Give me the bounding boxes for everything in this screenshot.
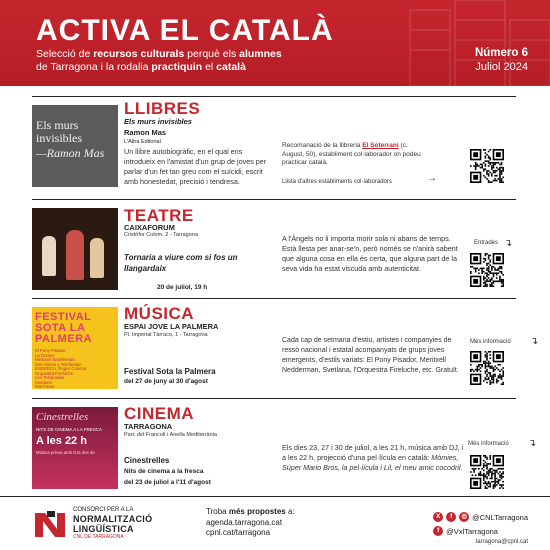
arrow-curve-icon: ↴ <box>528 438 537 449</box>
cover-title: Els murs invisibles <box>36 118 83 145</box>
show-title: Tornaria a viure com si fos un llangardaix <box>124 253 238 273</box>
qr-code-musica[interactable] <box>470 351 504 385</box>
social-handle-cnl: @CNLTarragona <box>472 512 528 522</box>
section-cinema <box>32 398 537 496</box>
section-title-llibres: LLIBRES <box>124 99 201 118</box>
arrow-right-icon: → <box>427 173 437 184</box>
collaborators-list-link[interactable]: Llista d'altres establiments col·laboradors <box>282 179 392 185</box>
x-icon: X <box>433 512 443 522</box>
venue-address: Pl. Imperial Tàrraco, 1 - Tarragona <box>124 332 208 338</box>
qr-code-cinema[interactable] <box>470 455 504 489</box>
venue-name: ESPAI JOVE LA PALMERA <box>124 322 219 331</box>
issue-info <box>475 46 528 74</box>
page-footer <box>0 496 550 550</box>
facebook-icon: f <box>433 526 443 536</box>
cinema-subtitle: Nits de cinema a la fresca <box>124 468 204 475</box>
book-title: Els murs invisibles <box>124 117 192 126</box>
qr-code-llibres[interactable] <box>470 149 504 183</box>
qr-label-entrades: Entrades <box>474 240 499 246</box>
instagram-icon: ◎ <box>459 512 469 522</box>
section-title-teatre: TEATRE <box>124 206 194 225</box>
book-publisher: L'Altra Editorial <box>124 139 161 145</box>
bookstore-recommendation: Recomanació de la llibreria El Soterrani (c. August, 50), establiment col·laborador on podeu practicar català. <box>282 142 421 166</box>
show-date: 20 de juliol, 19 h <box>157 284 208 291</box>
venue-name: TARRAGONA <box>124 422 173 431</box>
festival-name: Festival Sota la Palmera <box>124 367 216 376</box>
social-handle-vxl: @VxlTarragona <box>446 526 498 536</box>
arrow-curve-icon: ↴ <box>530 336 539 347</box>
venue-address: Cristòfor Colom, 2 - Tarragona <box>124 232 198 238</box>
bookstore-link[interactable]: El Soterrani <box>362 142 399 149</box>
qr-code-teatre[interactable] <box>470 253 504 287</box>
contact-email[interactable]: tarragona@cpnl.cat <box>475 539 528 545</box>
cinema-poster: Cinestrelles NITS DE CINEMA A LA FRESCA A les 22 h Música prèvia amb DJs des de <box>32 407 118 489</box>
cpnl-logo-icon <box>33 509 69 539</box>
page-subtitle: Selecció de recursos culturals perquè els alumnes de Tarragona i la rodalia practiquin el català <box>36 48 282 73</box>
venue-name: CAIXAFORUM <box>124 223 175 232</box>
issue-number: Número 6 <box>474 47 528 59</box>
agenda-link[interactable]: agenda.tarragona.cat <box>206 517 283 527</box>
book-description: Un llibre autobiogràfic, en el qual ens introdueix en l'amistat d'un grup de joves per parlar d'un fet tan greu com el suïcidi, escrit amb honestedat, precisió i tendresa. <box>124 147 267 186</box>
festival-description: Cada cap de setmana d'estiu, artistes i companyies de ressò nacional i estatal acompanyats de grups joves emergents, d'estils variats: El Pony Pisador, Meritxell Nedderman, Svetlana, l'Orquestra Fireluche, etc. Gratuït. <box>282 337 459 374</box>
show-description: A l'Àngels no li importa morir sola ni abans de temps. Està llesta per anar-se'n, però només se n'anirà sabent que alguna cosa en ella és certa, que alguna part de la seva vida ha estat viscuda amb autenticitat. <box>282 234 458 273</box>
issue-month: Juliol 2024 <box>475 61 528 73</box>
more-proposals: Troba més propostes a: agenda.tarragona.cat cpnl.cat/tarragona <box>206 507 295 537</box>
section-teatre <box>32 199 516 296</box>
cinema-event: Cinestrelles <box>124 456 170 465</box>
facebook-icon: f <box>446 512 456 522</box>
section-title-musica: MÚSICA <box>124 304 195 323</box>
cinema-description: Els dies 23, 27 i 30 de juliol, a les 21 h, música amb DJ, i a les 22 h, projecció d'una pel·lícula en català: Mòmies, Súper Mario Bros, la pel·lícula i Lil, el meu amic cocodril. <box>282 443 464 472</box>
page-header <box>0 0 550 86</box>
venue-address: Parc del Francolí i Anella Mediterrània <box>124 432 217 438</box>
social-row-cnl[interactable] <box>433 510 528 524</box>
cpnl-name: CONSORCI PER A LA NORMALITZACIÓ LINGÜÍSTICA CNL DE TARRAGONA <box>73 507 153 540</box>
festival-date: del 27 de juny al 30 d'agost <box>124 378 208 385</box>
section-llibres <box>32 96 516 198</box>
book-cover <box>32 105 118 187</box>
teatre-photo <box>32 208 118 290</box>
qr-label-musica: Més informació <box>470 339 511 345</box>
social-row-vxl[interactable] <box>433 524 528 538</box>
cinema-date: del 23 de juliol a l'11 d'agost <box>124 479 211 486</box>
section-musica <box>32 298 539 396</box>
arrow-curve-icon: ↴ <box>504 238 513 249</box>
cover-author: —Ramon Mas <box>36 146 105 160</box>
page-title: ACTIVA EL CATALÀ <box>36 14 334 47</box>
social-links <box>433 510 528 538</box>
qr-label-cinema: Més informació <box>468 441 509 447</box>
festival-poster: FESTIVAL SOTA LA PALMERA El Pony Pisador La Dooms Meritxell Nedderman Dan Simon y Telefunken ENDRECA, Roger Coloma Orquestra Fireluche Les Testarudes Svetlana Mal Pares <box>32 307 118 389</box>
section-title-cinema: CINEMA <box>124 404 195 423</box>
book-author: Ramon Mas <box>124 128 167 137</box>
cpnl-link[interactable]: cpnl.cat/tarragona <box>206 528 271 537</box>
